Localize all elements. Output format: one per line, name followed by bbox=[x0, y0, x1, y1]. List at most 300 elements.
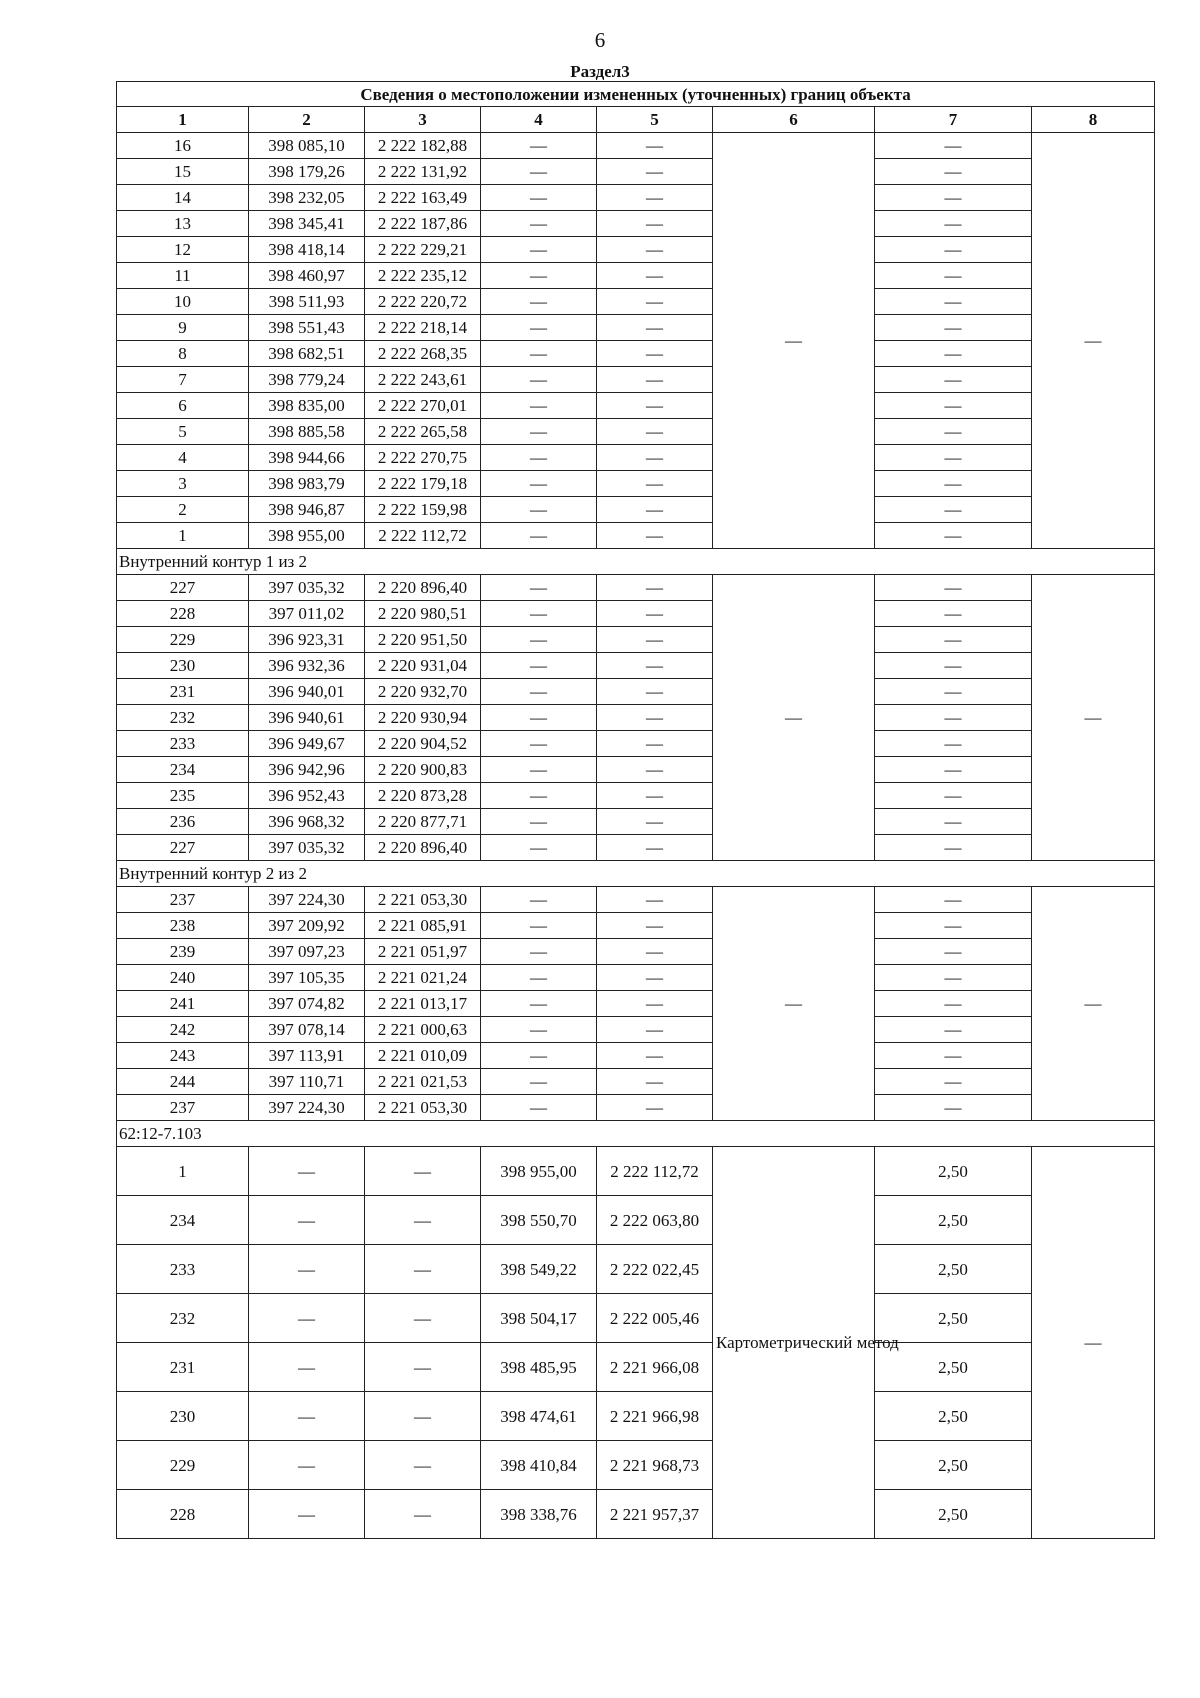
coordinate-y: 2 222 112,72 bbox=[365, 523, 481, 549]
point-number: 244 bbox=[117, 1069, 249, 1095]
dash-cell: — bbox=[365, 1392, 481, 1441]
dash-cell: — bbox=[597, 315, 713, 341]
section-label: Раздел3 bbox=[570, 62, 630, 81]
accuracy-cell: — bbox=[875, 185, 1032, 211]
accuracy-cell: 2,50 bbox=[875, 1441, 1032, 1490]
table-row bbox=[117, 601, 1155, 627]
point-number: 11 bbox=[117, 263, 249, 289]
dash-cell: — bbox=[597, 627, 713, 653]
accuracy-cell: — bbox=[875, 601, 1032, 627]
column-number: 2 bbox=[249, 107, 365, 133]
coordinate-x: 398 474,61 bbox=[481, 1392, 597, 1441]
table-row bbox=[117, 1069, 1155, 1095]
point-number: 233 bbox=[117, 731, 249, 757]
dash-cell: — bbox=[597, 601, 713, 627]
table-row bbox=[117, 367, 1155, 393]
coordinate-y: 2 222 179,18 bbox=[365, 471, 481, 497]
dash-cell: — bbox=[481, 627, 597, 653]
dash-cell: — bbox=[481, 1017, 597, 1043]
coordinate-x: 397 035,32 bbox=[249, 575, 365, 601]
accuracy-cell: 2,50 bbox=[875, 1392, 1032, 1441]
coordinate-y: 2 222 243,61 bbox=[365, 367, 481, 393]
dash-cell: — bbox=[481, 913, 597, 939]
point-number: 14 bbox=[117, 185, 249, 211]
accuracy-cell: — bbox=[875, 471, 1032, 497]
coordinate-x: 398 179,26 bbox=[249, 159, 365, 185]
coordinate-y: 2 220 896,40 bbox=[365, 575, 481, 601]
accuracy-cell: — bbox=[875, 367, 1032, 393]
dash-cell: — bbox=[481, 211, 597, 237]
point-number: 233 bbox=[117, 1245, 249, 1294]
table-row bbox=[117, 1441, 1155, 1490]
accuracy-cell: — bbox=[875, 783, 1032, 809]
dash-cell: — bbox=[597, 393, 713, 419]
accuracy-cell: — bbox=[875, 627, 1032, 653]
coordinate-y: 2 221 053,30 bbox=[365, 887, 481, 913]
coordinate-y: 2 221 000,63 bbox=[365, 1017, 481, 1043]
point-number: 234 bbox=[117, 757, 249, 783]
dash-cell: — bbox=[597, 575, 713, 601]
table-row bbox=[117, 705, 1155, 731]
table-row bbox=[117, 1245, 1155, 1294]
coordinate-y: 2 221 966,08 bbox=[597, 1343, 713, 1392]
coordinate-y: 2 221 013,17 bbox=[365, 991, 481, 1017]
point-number: 6 bbox=[117, 393, 249, 419]
coordinate-x: 398 983,79 bbox=[249, 471, 365, 497]
dash-cell: — bbox=[481, 419, 597, 445]
table-row bbox=[117, 627, 1155, 653]
coordinate-y: 2 221 957,37 bbox=[597, 1490, 713, 1539]
coordinate-y: 2 222 131,92 bbox=[365, 159, 481, 185]
boundary-table bbox=[116, 81, 1155, 1539]
accuracy-cell: — bbox=[875, 1043, 1032, 1069]
accuracy-cell: — bbox=[875, 159, 1032, 185]
dash-cell: — bbox=[597, 679, 713, 705]
point-number: 5 bbox=[117, 419, 249, 445]
dash-cell: — bbox=[597, 419, 713, 445]
coordinate-y: 2 222 218,14 bbox=[365, 315, 481, 341]
dash-cell: — bbox=[597, 757, 713, 783]
dash-cell: — bbox=[481, 653, 597, 679]
accuracy-cell: — bbox=[875, 289, 1032, 315]
dash-cell: — bbox=[597, 211, 713, 237]
point-number: 228 bbox=[117, 601, 249, 627]
description-cell: — bbox=[1032, 133, 1155, 549]
dash-cell: — bbox=[597, 263, 713, 289]
coordinate-x: 397 097,23 bbox=[249, 939, 365, 965]
point-number: 229 bbox=[117, 1441, 249, 1490]
coordinate-x: 397 209,92 bbox=[249, 913, 365, 939]
coordinate-x: 396 940,61 bbox=[249, 705, 365, 731]
dash-cell: — bbox=[481, 367, 597, 393]
dash-cell: — bbox=[597, 341, 713, 367]
dash-cell: — bbox=[597, 705, 713, 731]
accuracy-cell: — bbox=[875, 211, 1032, 237]
dash-cell: — bbox=[249, 1441, 365, 1490]
coordinate-y: 2 221 968,73 bbox=[597, 1441, 713, 1490]
point-number: 229 bbox=[117, 627, 249, 653]
coordinate-y: 2 222 112,72 bbox=[597, 1147, 713, 1196]
point-number: 235 bbox=[117, 783, 249, 809]
point-number: 9 bbox=[117, 315, 249, 341]
table-row bbox=[117, 341, 1155, 367]
coordinate-x: 396 942,96 bbox=[249, 757, 365, 783]
coordinate-x: 398 955,00 bbox=[249, 523, 365, 549]
accuracy-cell: — bbox=[875, 757, 1032, 783]
point-number: 2 bbox=[117, 497, 249, 523]
coordinate-y: 2 220 877,71 bbox=[365, 809, 481, 835]
dash-cell: — bbox=[481, 237, 597, 263]
point-number: 231 bbox=[117, 679, 249, 705]
coordinate-y: 2 222 159,98 bbox=[365, 497, 481, 523]
method-cell: — bbox=[713, 575, 875, 861]
dash-cell: — bbox=[481, 471, 597, 497]
dash-cell: — bbox=[597, 835, 713, 861]
point-number: 236 bbox=[117, 809, 249, 835]
point-number: 16 bbox=[117, 133, 249, 159]
table-row bbox=[117, 185, 1155, 211]
dash-cell: — bbox=[597, 1017, 713, 1043]
table-row bbox=[117, 237, 1155, 263]
column-number: 7 bbox=[875, 107, 1032, 133]
coordinate-x: 398 944,66 bbox=[249, 445, 365, 471]
dash-cell: — bbox=[481, 939, 597, 965]
column-number: 4 bbox=[481, 107, 597, 133]
coordinate-y: 2 220 900,83 bbox=[365, 757, 481, 783]
dash-cell: — bbox=[481, 965, 597, 991]
coordinate-x: 397 074,82 bbox=[249, 991, 365, 1017]
table-row bbox=[117, 1343, 1155, 1392]
point-number: 4 bbox=[117, 445, 249, 471]
table-row bbox=[117, 133, 1155, 159]
accuracy-cell: — bbox=[875, 419, 1032, 445]
table-row bbox=[117, 419, 1155, 445]
table-row bbox=[117, 497, 1155, 523]
coordinate-y: 2 222 063,80 bbox=[597, 1196, 713, 1245]
dash-cell: — bbox=[365, 1147, 481, 1196]
point-number: 230 bbox=[117, 653, 249, 679]
page-number: 6 bbox=[594, 28, 606, 52]
accuracy-cell: — bbox=[875, 835, 1032, 861]
point-number: 228 bbox=[117, 1490, 249, 1539]
accuracy-cell: 2,50 bbox=[875, 1196, 1032, 1245]
coordinate-y: 2 220 980,51 bbox=[365, 601, 481, 627]
dash-cell: — bbox=[597, 471, 713, 497]
accuracy-cell: — bbox=[875, 393, 1032, 419]
dash-cell: — bbox=[365, 1294, 481, 1343]
dash-cell: — bbox=[597, 497, 713, 523]
dash-cell: — bbox=[597, 887, 713, 913]
coordinate-x: 397 078,14 bbox=[249, 1017, 365, 1043]
coordinate-y: 2 222 022,45 bbox=[597, 1245, 713, 1294]
point-number: 241 bbox=[117, 991, 249, 1017]
coordinate-x: 396 949,67 bbox=[249, 731, 365, 757]
coordinate-y: 2 221 010,09 bbox=[365, 1043, 481, 1069]
point-number: 7 bbox=[117, 367, 249, 393]
table-row bbox=[117, 1392, 1155, 1441]
coordinate-x: 398 504,17 bbox=[481, 1294, 597, 1343]
coordinate-x: 398 955,00 bbox=[481, 1147, 597, 1196]
point-number: 8 bbox=[117, 341, 249, 367]
dash-cell: — bbox=[597, 1069, 713, 1095]
dash-cell: — bbox=[249, 1245, 365, 1294]
table-row bbox=[117, 835, 1155, 861]
point-number: 230 bbox=[117, 1392, 249, 1441]
coordinate-y: 2 220 932,70 bbox=[365, 679, 481, 705]
dash-cell: — bbox=[597, 237, 713, 263]
table-row bbox=[117, 991, 1155, 1017]
dash-cell: — bbox=[597, 965, 713, 991]
accuracy-cell: — bbox=[875, 913, 1032, 939]
column-number: 3 bbox=[365, 107, 481, 133]
table-row bbox=[117, 315, 1155, 341]
dash-cell: — bbox=[481, 289, 597, 315]
accuracy-cell: — bbox=[875, 965, 1032, 991]
table-row bbox=[117, 809, 1155, 835]
coordinate-x: 397 035,32 bbox=[249, 835, 365, 861]
method-cell: Картометрический метод bbox=[713, 1147, 875, 1539]
table-row bbox=[117, 471, 1155, 497]
coordinate-y: 2 222 268,35 bbox=[365, 341, 481, 367]
table-row bbox=[117, 965, 1155, 991]
dash-cell: — bbox=[249, 1196, 365, 1245]
dash-cell: — bbox=[481, 523, 597, 549]
contour-1 bbox=[117, 549, 1155, 575]
accuracy-cell: — bbox=[875, 679, 1032, 705]
coordinate-x: 397 224,30 bbox=[249, 887, 365, 913]
coordinate-y: 2 220 931,04 bbox=[365, 653, 481, 679]
accuracy-cell: — bbox=[875, 237, 1032, 263]
accuracy-cell: — bbox=[875, 341, 1032, 367]
table-row bbox=[117, 263, 1155, 289]
coordinate-x: 398 551,43 bbox=[249, 315, 365, 341]
dash-cell: — bbox=[481, 497, 597, 523]
coordinate-x: 396 952,43 bbox=[249, 783, 365, 809]
coordinate-y: 2 221 085,91 bbox=[365, 913, 481, 939]
table-row bbox=[117, 731, 1155, 757]
table-row bbox=[117, 757, 1155, 783]
coordinate-x: 398 835,00 bbox=[249, 393, 365, 419]
table-row bbox=[117, 1043, 1155, 1069]
dash-cell: — bbox=[597, 133, 713, 159]
coordinate-x: 398 485,95 bbox=[481, 1343, 597, 1392]
accuracy-cell: — bbox=[875, 1095, 1032, 1121]
coordinate-x: 398 511,93 bbox=[249, 289, 365, 315]
dash-cell: — bbox=[481, 1043, 597, 1069]
dash-cell: — bbox=[365, 1441, 481, 1490]
coordinate-y: 2 220 873,28 bbox=[365, 783, 481, 809]
dash-cell: — bbox=[597, 913, 713, 939]
dash-cell: — bbox=[481, 835, 597, 861]
dash-cell: — bbox=[481, 757, 597, 783]
accuracy-cell: — bbox=[875, 445, 1032, 471]
accuracy-cell: — bbox=[875, 133, 1032, 159]
dash-cell: — bbox=[249, 1147, 365, 1196]
dash-cell: — bbox=[481, 1069, 597, 1095]
table-row bbox=[117, 887, 1155, 913]
point-number: 227 bbox=[117, 835, 249, 861]
accuracy-cell: — bbox=[875, 809, 1032, 835]
coordinate-y: 2 221 021,53 bbox=[365, 1069, 481, 1095]
table-row bbox=[117, 445, 1155, 471]
coordinate-x: 397 113,91 bbox=[249, 1043, 365, 1069]
dash-cell: — bbox=[597, 367, 713, 393]
accuracy-cell: 2,50 bbox=[875, 1245, 1032, 1294]
dash-cell: — bbox=[481, 185, 597, 211]
table-title: Сведения о местоположении измененных (уточненных) границ объекта bbox=[117, 82, 1155, 107]
contour-2-label: Внутренний контур 2 из 2 bbox=[117, 861, 1155, 887]
dash-cell: — bbox=[597, 185, 713, 211]
table-row bbox=[117, 653, 1155, 679]
accuracy-cell: — bbox=[875, 887, 1032, 913]
dash-cell: — bbox=[249, 1490, 365, 1539]
accuracy-cell: 2,50 bbox=[875, 1343, 1032, 1392]
coordinate-x: 398 682,51 bbox=[249, 341, 365, 367]
method-cell: — bbox=[713, 887, 875, 1121]
point-number: 1 bbox=[117, 523, 249, 549]
coordinate-x: 398 085,10 bbox=[249, 133, 365, 159]
coordinate-x: 396 932,36 bbox=[249, 653, 365, 679]
method-cell: — bbox=[713, 133, 875, 549]
coordinate-x: 397 105,35 bbox=[249, 965, 365, 991]
table-row bbox=[117, 913, 1155, 939]
coordinate-x: 398 345,41 bbox=[249, 211, 365, 237]
object-number bbox=[117, 1121, 1155, 1147]
point-number: 1 bbox=[117, 1147, 249, 1196]
table-row bbox=[117, 783, 1155, 809]
column-number: 6 bbox=[713, 107, 875, 133]
table-row bbox=[117, 211, 1155, 237]
point-number: 232 bbox=[117, 1294, 249, 1343]
dash-cell: — bbox=[597, 289, 713, 315]
dash-cell: — bbox=[597, 653, 713, 679]
table-row bbox=[117, 289, 1155, 315]
accuracy-cell: — bbox=[875, 939, 1032, 965]
dash-cell: — bbox=[481, 887, 597, 913]
coordinate-x: 398 410,84 bbox=[481, 1441, 597, 1490]
coordinate-y: 2 222 163,49 bbox=[365, 185, 481, 211]
description-cell: — bbox=[1032, 1147, 1155, 1539]
accuracy-cell: 2,50 bbox=[875, 1294, 1032, 1343]
accuracy-cell: — bbox=[875, 1069, 1032, 1095]
accuracy-cell: — bbox=[875, 991, 1032, 1017]
dash-cell: — bbox=[481, 315, 597, 341]
table-row bbox=[117, 159, 1155, 185]
coordinate-x: 398 550,70 bbox=[481, 1196, 597, 1245]
coordinate-x: 396 940,01 bbox=[249, 679, 365, 705]
coordinate-x: 398 338,76 bbox=[481, 1490, 597, 1539]
dash-cell: — bbox=[365, 1490, 481, 1539]
accuracy-cell: — bbox=[875, 523, 1032, 549]
table-row bbox=[117, 1095, 1155, 1121]
description-cell: — bbox=[1032, 887, 1155, 1121]
point-number: 242 bbox=[117, 1017, 249, 1043]
accuracy-cell: — bbox=[875, 653, 1032, 679]
dash-cell: — bbox=[365, 1245, 481, 1294]
point-number: 234 bbox=[117, 1196, 249, 1245]
dash-cell: — bbox=[481, 393, 597, 419]
coordinate-y: 2 222 270,01 bbox=[365, 393, 481, 419]
coordinate-y: 2 220 930,94 bbox=[365, 705, 481, 731]
point-number: 237 bbox=[117, 1095, 249, 1121]
dash-cell: — bbox=[481, 679, 597, 705]
point-number: 232 bbox=[117, 705, 249, 731]
dash-cell: — bbox=[597, 809, 713, 835]
coordinate-y: 2 220 951,50 bbox=[365, 627, 481, 653]
dash-cell: — bbox=[249, 1294, 365, 1343]
dash-cell: — bbox=[597, 1043, 713, 1069]
coordinate-y: 2 222 182,88 bbox=[365, 133, 481, 159]
coordinate-y: 2 222 187,86 bbox=[365, 211, 481, 237]
point-number: 231 bbox=[117, 1343, 249, 1392]
column-number: 1 bbox=[117, 107, 249, 133]
point-number: 240 bbox=[117, 965, 249, 991]
column-number: 8 bbox=[1032, 107, 1155, 133]
point-number: 227 bbox=[117, 575, 249, 601]
point-number: 243 bbox=[117, 1043, 249, 1069]
point-number: 10 bbox=[117, 289, 249, 315]
coordinate-x: 398 946,87 bbox=[249, 497, 365, 523]
coordinate-y: 2 222 220,72 bbox=[365, 289, 481, 315]
table-row bbox=[117, 1196, 1155, 1245]
dash-cell: — bbox=[481, 731, 597, 757]
coordinate-x: 396 923,31 bbox=[249, 627, 365, 653]
table-row bbox=[117, 1147, 1155, 1196]
table-row bbox=[117, 1294, 1155, 1343]
contour-1-label: Внутренний контур 1 из 2 bbox=[117, 549, 1155, 575]
dash-cell: — bbox=[481, 575, 597, 601]
table-row bbox=[117, 679, 1155, 705]
dash-cell: — bbox=[597, 159, 713, 185]
coordinate-x: 398 885,58 bbox=[249, 419, 365, 445]
coordinate-x: 398 418,14 bbox=[249, 237, 365, 263]
object-number-label: 62:12-7.103 bbox=[117, 1121, 1155, 1147]
accuracy-cell: — bbox=[875, 497, 1032, 523]
table-row bbox=[117, 939, 1155, 965]
dash-cell: — bbox=[249, 1343, 365, 1392]
accuracy-cell: 2,50 bbox=[875, 1490, 1032, 1539]
table-row bbox=[117, 575, 1155, 601]
coordinate-y: 2 221 051,97 bbox=[365, 939, 481, 965]
dash-cell: — bbox=[481, 1095, 597, 1121]
dash-cell: — bbox=[481, 341, 597, 367]
accuracy-cell: — bbox=[875, 731, 1032, 757]
coordinate-x: 397 011,02 bbox=[249, 601, 365, 627]
dash-cell: — bbox=[365, 1196, 481, 1245]
dash-cell: — bbox=[481, 445, 597, 471]
dash-cell: — bbox=[481, 133, 597, 159]
coordinate-x: 398 549,22 bbox=[481, 1245, 597, 1294]
dash-cell: — bbox=[597, 939, 713, 965]
point-number: 15 bbox=[117, 159, 249, 185]
table-row bbox=[117, 523, 1155, 549]
coordinate-y: 2 221 021,24 bbox=[365, 965, 481, 991]
coordinate-y: 2 222 005,46 bbox=[597, 1294, 713, 1343]
dash-cell: — bbox=[481, 809, 597, 835]
accuracy-cell: — bbox=[875, 315, 1032, 341]
dash-cell: — bbox=[481, 601, 597, 627]
coordinate-y: 2 222 235,12 bbox=[365, 263, 481, 289]
accuracy-cell: — bbox=[875, 263, 1032, 289]
coordinate-x: 398 460,97 bbox=[249, 263, 365, 289]
point-number: 3 bbox=[117, 471, 249, 497]
point-number: 239 bbox=[117, 939, 249, 965]
accuracy-cell: — bbox=[875, 575, 1032, 601]
coordinate-x: 398 779,24 bbox=[249, 367, 365, 393]
description-cell: — bbox=[1032, 575, 1155, 861]
coordinate-y: 2 222 265,58 bbox=[365, 419, 481, 445]
coordinate-x: 398 232,05 bbox=[249, 185, 365, 211]
